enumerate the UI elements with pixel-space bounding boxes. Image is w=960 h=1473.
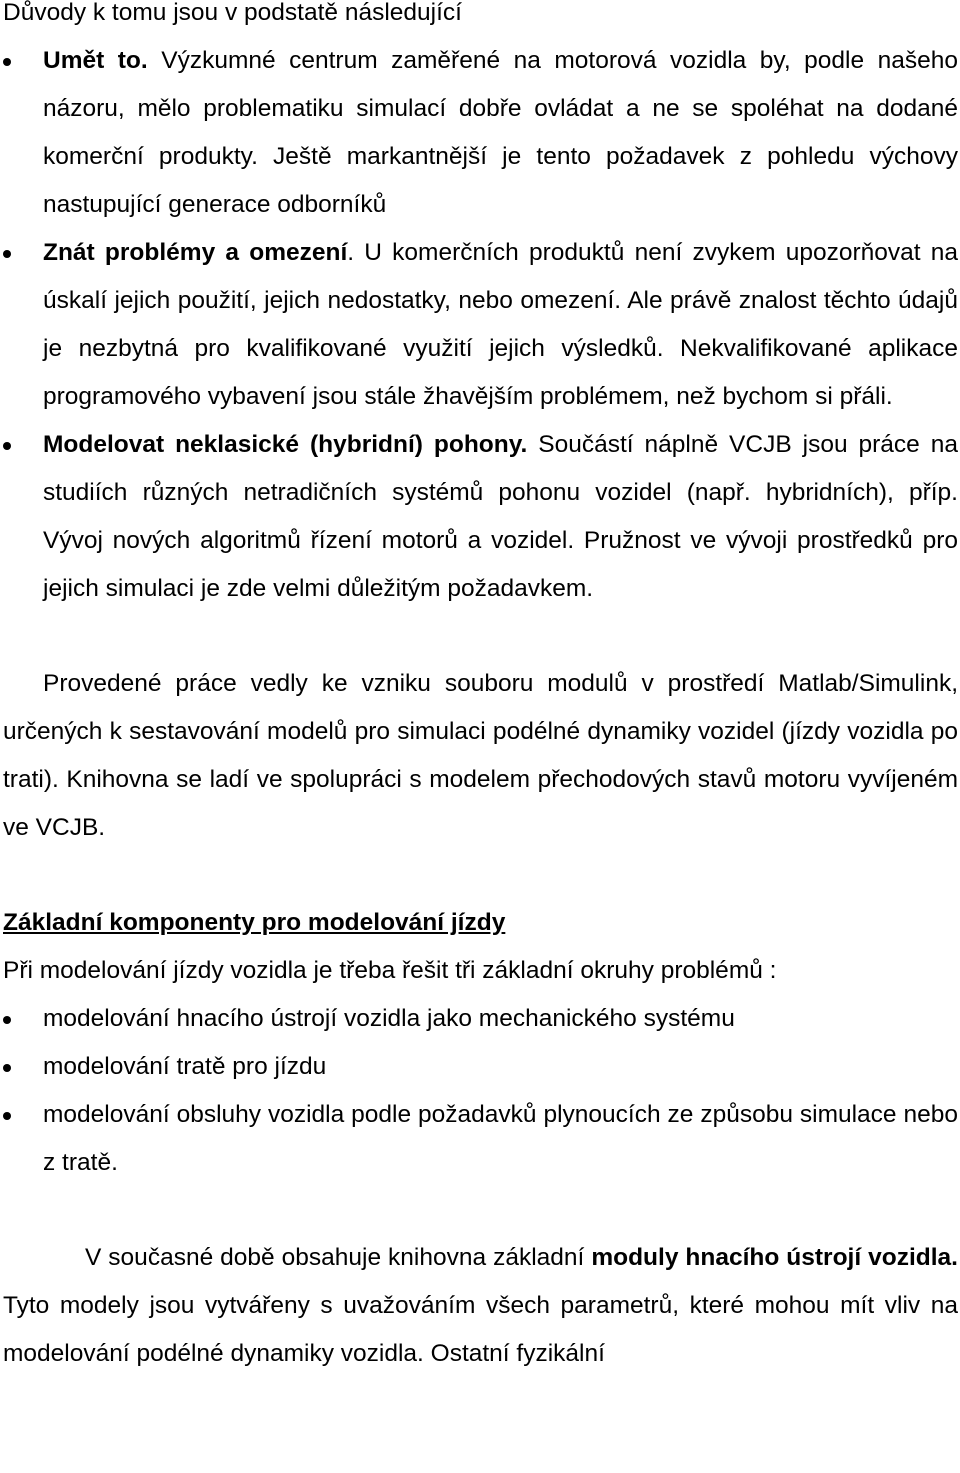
reason-text: . U komerčních produktů není zvykem upozorňovat na úskalí jejich použití, jejich nedostatky, nebo omezení. Ale právě znalost těchto údajů je nezbytná pro kvalifikované využití jejich výsledků. Nekvalifikované aplikace programového vybavení jsou stále žhavějším problémem, než bychom si přáli. xyxy=(43,239,959,410)
list-item xyxy=(3,1043,958,1091)
bullet-icon xyxy=(3,1064,11,1072)
bullet-icon xyxy=(3,1016,11,1024)
list-item xyxy=(3,995,958,1043)
reason-title: Modelovat neklasické (hybridní) pohony. xyxy=(43,431,528,458)
problem-area-text: modelování hnacího ústrojí vozidla jako mechanického systému xyxy=(43,1005,735,1032)
library-paragraph: Provedené práce vedly ke vzniku souboru modulů v prostředí Matlab/Simulink, určených k sestavování modelů pro simulaci podélné dynamiky vozidel (jízdy vozidla po trati). Knihovna se ladí ve spolupráci s modelem přechodových stavů motoru vyvíjeném ve VCJB. xyxy=(3,670,958,841)
closing-paragraph xyxy=(3,1234,958,1378)
section-heading: Základní komponenty pro modelování jízdy xyxy=(3,909,506,936)
list-item xyxy=(3,229,958,421)
section-intro: Při modelování jízdy vozidla je třeba řešit tři základní okruhy problémů : xyxy=(3,957,777,984)
closing-bold: moduly hnacího ústrojí vozidla. xyxy=(591,1244,958,1271)
reason-text: Výzkumné centrum zaměřené na motorová vozidla by, podle našeho názoru, mělo problematiku simulací dobře ovládat a ne se spoléhat na dodané komerční produkty. Ještě markantnější je tento požadavek z pohledu výchovy nastupující generace odborníků xyxy=(43,47,959,218)
bullet-icon xyxy=(3,58,11,66)
reason-text: Součástí náplně VCJB jsou práce na studiích různých netradičních systémů pohonu vozidel (např. hybridních), příp. Vývoj nových algoritmů řízení motorů a vozidel. Pružnost ve vývoji prostředků pro jejich simulaci je zde velmi důležitým požadavkem. xyxy=(43,431,958,602)
reason-title: Znát problémy a omezení xyxy=(43,239,348,266)
bullet-icon xyxy=(3,250,11,258)
closing-text-before: V současné době obsahuje knihovna základní xyxy=(85,1244,592,1271)
list-item xyxy=(3,421,958,613)
bullet-icon xyxy=(3,442,11,450)
problem-area-text: modelování obsluhy vozidla podle požadavků plynoucích ze způsobu simulace nebo z tratě. xyxy=(43,1101,958,1176)
problem-areas-list xyxy=(3,995,958,1187)
spacer xyxy=(3,852,958,899)
reasons-list xyxy=(3,37,958,613)
problem-area-text: modelování tratě pro jízdu xyxy=(43,1053,327,1080)
bullet-icon xyxy=(3,1112,11,1120)
document-page xyxy=(3,0,958,1378)
spacer xyxy=(3,1187,958,1234)
spacer xyxy=(3,613,958,660)
list-item xyxy=(3,37,958,229)
list-item xyxy=(3,1091,958,1187)
closing-text-after: Tyto modely jsou vytvářeny s uvažováním všech parametrů, které mohou mít vliv na modelování podélné dynamiky vozidla. Ostatní fyzikální xyxy=(3,1292,958,1367)
intro-line: Důvody k tomu jsou v podstatě následující xyxy=(3,0,462,26)
reason-title: Umět to. xyxy=(43,47,148,74)
